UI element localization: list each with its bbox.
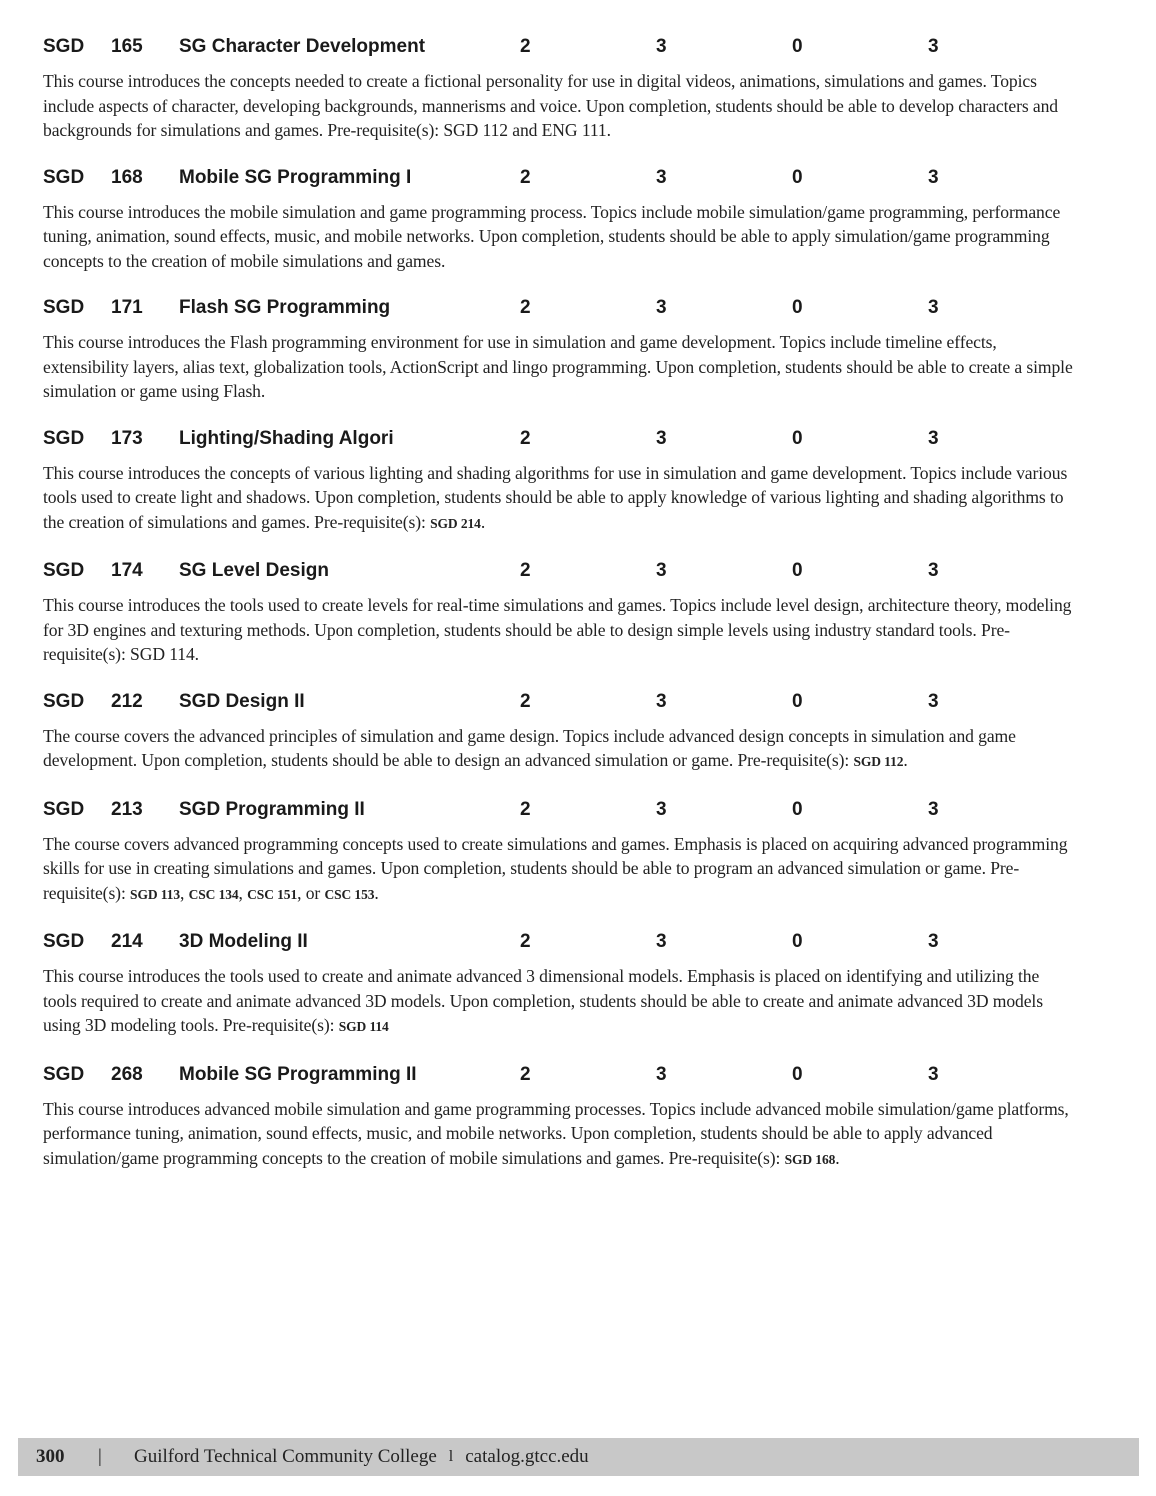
- course-number: 173: [111, 427, 143, 449]
- class-hours: 2: [520, 931, 531, 952]
- clinical-hours: 0: [792, 36, 803, 57]
- description-text: , or: [297, 882, 325, 903]
- description-text: This course introduces the concepts of various lighting and shading algorithms for use in simulation and game development. Topics include various tools used to create light and shadows. Upon completion, students should be able to apply knowledge of various lighting and shading algorithms to the creation of simulations and games. Pre-requisite(s):: [43, 462, 1068, 532]
- prerequisite-code: SGD 214: [430, 515, 481, 531]
- course-number: 168: [111, 166, 143, 188]
- course-description: [43, 200, 1073, 274]
- page-footer: [18, 1438, 1139, 1476]
- prerequisite-code: CSC 134: [188, 886, 239, 902]
- course-entry: [43, 165, 1073, 274]
- course-number: 213: [111, 798, 143, 820]
- course-prefix: SGD: [43, 297, 85, 318]
- lab-hours: 3: [656, 798, 667, 820]
- class-hours: 2: [520, 690, 531, 712]
- clinical-hours: 0: [792, 427, 803, 449]
- class-hours: 2: [520, 297, 531, 318]
- class-hours: 2: [520, 560, 531, 581]
- class-hours: 2: [520, 1063, 531, 1085]
- description-text: The course covers advanced programming concepts used to create simulations and games. Emphasis is placed on acquiring advanced programming skills for use in creating simulations and games. Upon completion, students should be able to program an advanced simulation or game. Pre-requisite(s):: [43, 833, 1068, 903]
- course-title: Mobile SG Programming II: [179, 1063, 417, 1085]
- course-number: 268: [111, 1063, 143, 1085]
- course-description: [43, 832, 1073, 908]
- prerequisite-code: SGD 113: [130, 886, 180, 902]
- course-description: [43, 1097, 1073, 1173]
- prerequisite-code: CSC 151: [247, 886, 298, 902]
- lab-hours: 3: [656, 560, 667, 581]
- lab-hours: 3: [656, 297, 667, 318]
- description-text: The course covers the advanced principles of simulation and game design. Topics include advanced design concepts in simulation and game development. Upon completion, students should be able to design an advanced simulation or game. Pre-requisite(s):: [43, 725, 1016, 770]
- course-number: 214: [111, 931, 143, 952]
- course-prefix: SGD: [43, 1063, 85, 1085]
- footer-separator: l: [448, 1448, 454, 1465]
- lab-hours: 3: [656, 931, 667, 952]
- course-number: 165: [111, 36, 143, 57]
- description-text: .: [903, 750, 908, 770]
- course-description: [43, 964, 1073, 1040]
- course-header: [43, 558, 1073, 584]
- course-header: [43, 295, 1073, 321]
- course-prefix: SGD: [43, 36, 85, 57]
- course-title: SG Level Design: [179, 560, 329, 581]
- course-header: [43, 797, 1073, 823]
- course-prefix: SGD: [43, 798, 85, 820]
- lab-hours: 3: [656, 427, 667, 449]
- lab-hours: 3: [656, 1063, 667, 1085]
- description-text: This course introduces the tools used to create levels for real-time simulations and games. Topics include level design, architecture theory, modeling for 3D engines and texturing methods. Upon completion, students should be able to design simple levels using industry standard tools. Pre-requisite(s): SGD 114.: [43, 595, 1072, 664]
- course-header: [43, 426, 1073, 452]
- prerequisite-code: SGD 112: [853, 754, 904, 769]
- class-hours: 2: [520, 798, 531, 820]
- course-number: 174: [111, 560, 143, 581]
- course-entry: [43, 1062, 1073, 1173]
- lab-hours: 3: [656, 36, 667, 57]
- course-title: Flash SG Programming: [179, 297, 391, 318]
- course-header: [43, 1062, 1073, 1088]
- credit-hours: 3: [928, 36, 939, 57]
- page-number: 300: [36, 1446, 65, 1467]
- prerequisite-code: SGD 114: [338, 1019, 389, 1034]
- clinical-hours: 0: [792, 931, 803, 952]
- course-prefix: SGD: [43, 931, 85, 952]
- clinical-hours: 0: [792, 1063, 803, 1085]
- description-text: This course introduces the Flash programming environment for use in simulation and game development. Topics include timeline effects, extensibility layers, alias text, globalization tools, ActionScript and lingo programming. Upon completion, students should be able to create a simple simulation or game using Flash.: [43, 332, 1073, 401]
- course-prefix: SGD: [43, 427, 85, 449]
- course-description: [43, 461, 1073, 537]
- description-text: This course introduces the concepts needed to create a fictional personality for use in digital videos, animations, simulations and games. Topics include aspects of character, developing backgrounds, mannerisms and voice. Upon completion, students should be able to develop characters and backgrounds for simulations and games. Pre-requisite(s): SGD 112 and ENG 111.: [43, 71, 1058, 140]
- course-title: 3D Modeling II: [179, 931, 308, 952]
- clinical-hours: 0: [792, 297, 803, 318]
- course-title: SGD Design II: [179, 690, 305, 712]
- lab-hours: 3: [656, 690, 667, 712]
- class-hours: 2: [520, 36, 531, 57]
- course-header: [43, 165, 1073, 191]
- course-header: [43, 689, 1073, 715]
- course-title: SG Character Development: [179, 36, 426, 57]
- course-number: 212: [111, 690, 143, 712]
- credit-hours: 3: [928, 690, 939, 712]
- description-text: ,: [238, 882, 248, 903]
- course-description: [43, 724, 1073, 775]
- course-entry: [43, 558, 1073, 667]
- course-title: Mobile SG Programming I: [179, 166, 412, 188]
- course-entry: [43, 295, 1073, 404]
- course-header: [43, 34, 1073, 60]
- description-text: ,: [180, 882, 189, 903]
- prerequisite-code: CSC 153: [324, 886, 375, 902]
- course-entry: [43, 34, 1073, 143]
- lab-hours: 3: [656, 166, 667, 188]
- credit-hours: 3: [928, 931, 939, 952]
- clinical-hours: 0: [792, 798, 803, 820]
- credit-hours: 3: [928, 1063, 939, 1085]
- description-text: This course introduces advanced mobile simulation and game programming processes. Topics include advanced mobile simulation/game platforms, performance tuning, animation, sound effects, music, and mobile networks. Upon completion, students should be able to apply advanced simulation/game programming concepts to the creation of mobile simulations and games. Pre-requisite(s):: [43, 1098, 1069, 1168]
- course-list: [43, 34, 1073, 1194]
- credit-hours: 3: [928, 560, 939, 581]
- credit-hours: 3: [928, 297, 939, 318]
- course-header: [43, 929, 1073, 955]
- description-text: This course introduces the tools used to create and animate advanced 3 dimensional models. Emphasis is placed on identifying and utilizing the tools required to create and animate advanced 3D models. Upon completion, students should be able to create and animate advanced 3D models using 3D modeling tools. Pre-requisite(s):: [43, 966, 1043, 1035]
- class-hours: 2: [520, 427, 531, 449]
- course-entry: [43, 689, 1073, 775]
- college-name: Guilford Technical Community College: [134, 1446, 437, 1467]
- clinical-hours: 0: [792, 560, 803, 581]
- clinical-hours: 0: [792, 690, 803, 712]
- course-entry: [43, 797, 1073, 908]
- course-prefix: SGD: [43, 166, 85, 188]
- course-entry: [43, 929, 1073, 1040]
- description-text: .: [374, 882, 379, 903]
- prerequisite-code: SGD 168: [784, 1151, 836, 1167]
- course-description: [43, 330, 1073, 404]
- description-text: This course introduces the mobile simulation and game programming process. Topics include mobile simulation/game programming, performance tuning, animation, sound effects, music, and mobile networks. Upon completion, students should be able to apply simulation/game programming concepts to the creation of mobile simulations and games.: [43, 201, 1061, 271]
- description-text: .: [480, 511, 486, 532]
- footer-divider: |: [98, 1446, 102, 1467]
- class-hours: 2: [520, 166, 531, 188]
- catalog-url[interactable]: catalog.gtcc.edu: [465, 1446, 589, 1467]
- clinical-hours: 0: [792, 166, 803, 188]
- course-entry: [43, 426, 1073, 537]
- credit-hours: 3: [928, 166, 939, 188]
- course-prefix: SGD: [43, 690, 85, 712]
- credit-hours: 3: [928, 798, 939, 820]
- description-text: .: [835, 1147, 840, 1168]
- course-description: [43, 593, 1073, 667]
- course-prefix: SGD: [43, 560, 85, 581]
- course-title: SGD Programming II: [179, 798, 365, 820]
- course-title: Lighting/Shading Algori: [179, 427, 394, 449]
- credit-hours: 3: [928, 427, 939, 449]
- course-description: [43, 69, 1073, 143]
- course-number: 171: [111, 297, 143, 318]
